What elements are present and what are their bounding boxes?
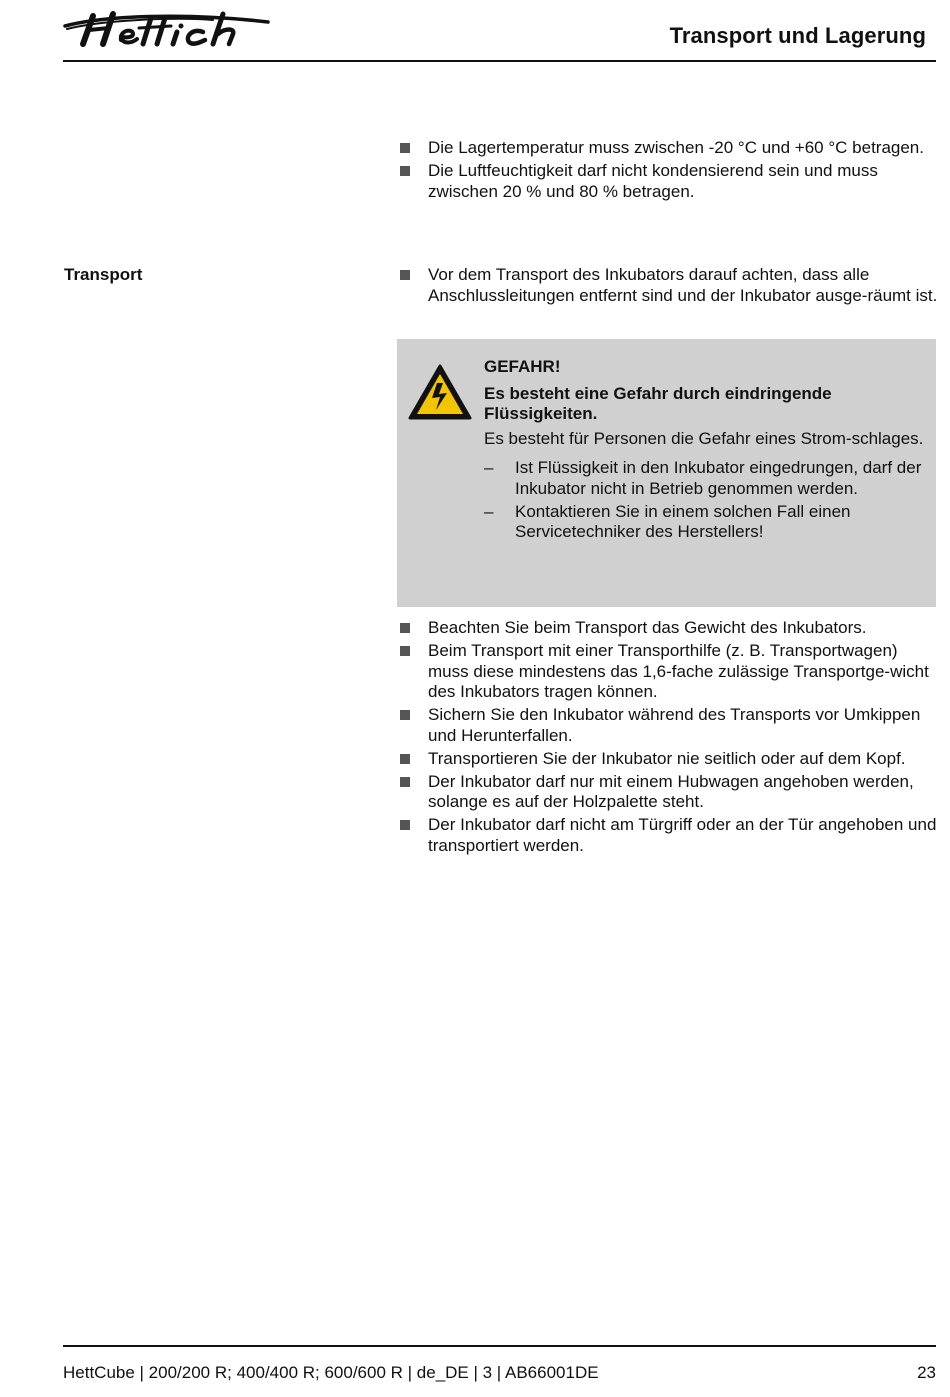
danger-warning-box <box>397 339 936 607</box>
page-footer <box>63 1345 936 1387</box>
page-header <box>63 0 936 62</box>
square-bullet-icon <box>400 754 410 764</box>
warning-heading: GEFAHR! <box>484 357 561 376</box>
storage-conditions-list <box>398 138 938 205</box>
hettich-logo <box>63 6 273 48</box>
warning-body: Es besteht für Personen die Gefahr eines Strom-schlages. <box>484 428 924 448</box>
list-item: – Ist Flüssigkeit in den Inkubator eingedrungen, darf der Inkubator nicht in Betrieb genommen werden. <box>484 458 922 498</box>
list-item: Beachten Sie beim Transport das Gewicht des Inkubators. <box>398 618 938 639</box>
square-bullet-icon <box>400 646 410 656</box>
dash-marker: – <box>484 501 494 521</box>
square-bullet-icon <box>400 777 410 787</box>
square-bullet-icon <box>400 166 410 176</box>
square-bullet-icon <box>400 623 410 633</box>
square-bullet-icon <box>400 270 410 280</box>
document-info: HettCube | 200/200 R; 400/400 R; 600/600 R | de_DE | 3 | AB66001DE <box>63 1363 599 1382</box>
list-item: Transportieren Sie der Inkubator nie seitlich oder auf dem Kopf. <box>398 749 938 770</box>
list-item: Die Luftfeuchtigkeit darf nicht kondensierend sein und muss zwischen 20 % und 80 % betragen. <box>398 161 938 202</box>
square-bullet-icon <box>400 820 410 830</box>
electric-shock-warning-icon <box>407 363 473 421</box>
square-bullet-icon <box>400 143 410 153</box>
list-item: Vor dem Transport des Inkubators darauf achten, dass alle Anschlussleitungen entfernt sind und der Inkubator ausge-räumt ist. <box>398 265 938 306</box>
list-item: – Kontaktieren Sie in einem solchen Fall einen Servicetechniker des Herstellers! <box>484 501 851 541</box>
dash-marker: – <box>484 458 494 477</box>
transport-preparation-list <box>398 265 938 309</box>
list-item: Die Lagertemperatur muss zwischen -20 °C und +60 °C betragen. <box>398 138 938 159</box>
list-item: Der Inkubator darf nicht am Türgriff oder an der Tür angehoben und transportiert werden. <box>398 815 938 856</box>
page-title: Transport und Lagerung <box>669 23 926 48</box>
list-item: Der Inkubator darf nur mit einem Hubwagen angehoben werden, solange es auf der Holzpalette steht. <box>398 772 938 813</box>
warning-content <box>484 357 924 545</box>
warning-subheading: Es besteht eine Gefahr durch eindringende Flüssigkeiten. <box>484 383 832 423</box>
list-item: Sichern Sie den Inkubator während des Transports vor Umkippen und Herunterfallen. <box>398 705 938 746</box>
section-label-transport: Transport <box>64 265 143 284</box>
page-number: 23 <box>917 1363 936 1382</box>
square-bullet-icon <box>400 710 410 720</box>
list-item: Beim Transport mit einer Transporthilfe (z. B. Transportwagen) muss diese mindestens das 1,6-fache zulässige Transportge-wicht des Inkubators tragen können. <box>398 641 938 703</box>
warning-actions-list <box>484 458 924 543</box>
transport-instructions-list <box>398 618 938 859</box>
